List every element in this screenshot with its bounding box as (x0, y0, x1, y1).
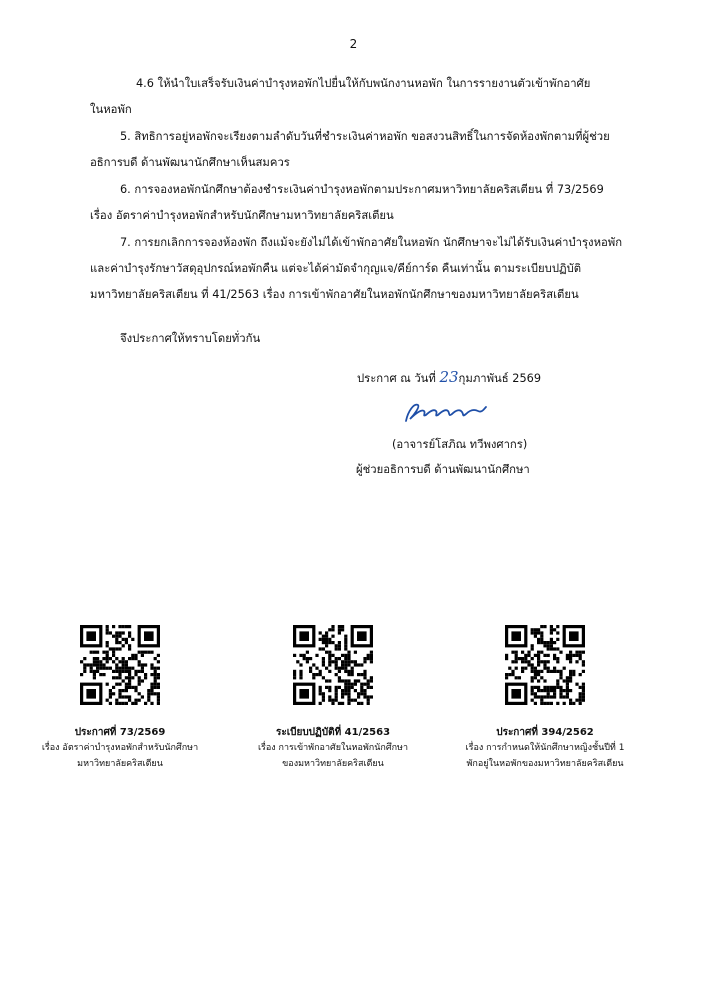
qr-block-announcement-394 (430, 625, 660, 772)
qr-block-regulation-41 (218, 625, 448, 772)
paragraph-4-6-line2: ในหอพัก (90, 103, 132, 116)
qr-caption-line1: เรื่อง การกำหนดให้นักศึกษาหญิงชั้นปีที่ 1 (465, 743, 625, 753)
paragraph-4-6-line1: 4.6 ให้นำใบเสร็จรับเงินค่าบำรุงหอพักไปยื่นให้กับพนักงานหอพัก ในการรายงานตัวเข้าพักอาศัย (136, 77, 591, 90)
date-day: 23 (439, 368, 459, 386)
paragraph-5-line1: 5. สิทธิการอยู่หอพักจะเรียงตามลำดับวันที่ชำระเงินค่าหอพัก ขอสงวนสิทธิ์ในการจัดห้องพักตามที่ผู้ช่วย (120, 130, 610, 143)
paragraph-6-line2: เรื่อง อัตราค่าบำรุงหอพักสำหรับนักศึกษามหาวิทยาลัยคริสเตียน (90, 209, 394, 222)
paragraph-7-line3: มหาวิทยาลัยคริสเตียน ที่ 41/2563 เรื่อง การเข้าพักอาศัยในหอพักนักศึกษาของมหาวิทยาลัยคริสเตียน (90, 288, 579, 301)
paragraph-7-line1: 7. การยกเลิกการจองห้องพัก ถึงแม้จะยังไม่ได้เข้าพักอาศัยในหอพัก นักศึกษาจะไม่ได้รับเงินค่าบำรุงหอพัก (120, 236, 623, 249)
paragraph-5-line2: อธิการบดี ด้านพัฒนานักศึกษาเห็นสมควร (90, 156, 290, 169)
date-prefix: ประกาศ ณ วันที่ (357, 372, 436, 385)
qr-block-announcement-73 (5, 625, 235, 772)
qr-caption-line1: เรื่อง การเข้าพักอาศัยในหอพักนักศึกษา (257, 743, 409, 753)
qr-caption-title: ประกาศที่ 394/2562 (496, 727, 594, 738)
announcement-date (357, 369, 541, 387)
qr-code-icon[interactable] (505, 625, 585, 705)
qr-caption-title: ประกาศที่ 73/2569 (74, 727, 166, 738)
signer-name: (อาจารย์โสภิณ ทวีพงศากร) (392, 438, 528, 451)
closing-statement: จึงประกาศให้ทราบโดยทั่วกัน (120, 332, 261, 345)
paragraph-7-line2: และค่าบำรุงรักษาวัสดุอุปกรณ์หอพักคืน แต่จะได้ค่ามัดจำกุญแจ/คีย์การ์ด คืนเท่านั้น ตามระเบียบปฏิบัติ (90, 262, 582, 275)
page-number: 2 (349, 37, 358, 51)
signer-title: ผู้ช่วยอธิการบดี ด้านพัฒนานักศึกษา (356, 463, 530, 476)
qr-caption-title: ระเบียบปฏิบัติที่ 41/2563 (275, 727, 391, 738)
handwritten-signature (400, 397, 500, 427)
qr-caption-line2: พักอยู่ในหอพักของมหาวิทยาลัยคริสเตียน (466, 759, 624, 769)
qr-caption-line2: ของมหาวิทยาลัยคริสเตียน (282, 759, 384, 769)
qr-code-icon[interactable] (80, 625, 160, 705)
date-rest: กุมภาพันธ์ 2569 (458, 372, 542, 385)
paragraph-6-line1: 6. การจองหอพักนักศึกษาต้องชำระเงินค่าบำรุงหอพักตามประกาศมหาวิทยาลัยคริสเตียน ที่ 73/2569 (120, 183, 604, 196)
qr-caption-line1: เรื่อง อัตราค่าบำรุงหอพักสำหรับนักศึกษา (41, 743, 199, 753)
qr-code-icon[interactable] (293, 625, 373, 705)
qr-caption-line2: มหาวิทยาลัยคริสเตียน (77, 759, 163, 769)
